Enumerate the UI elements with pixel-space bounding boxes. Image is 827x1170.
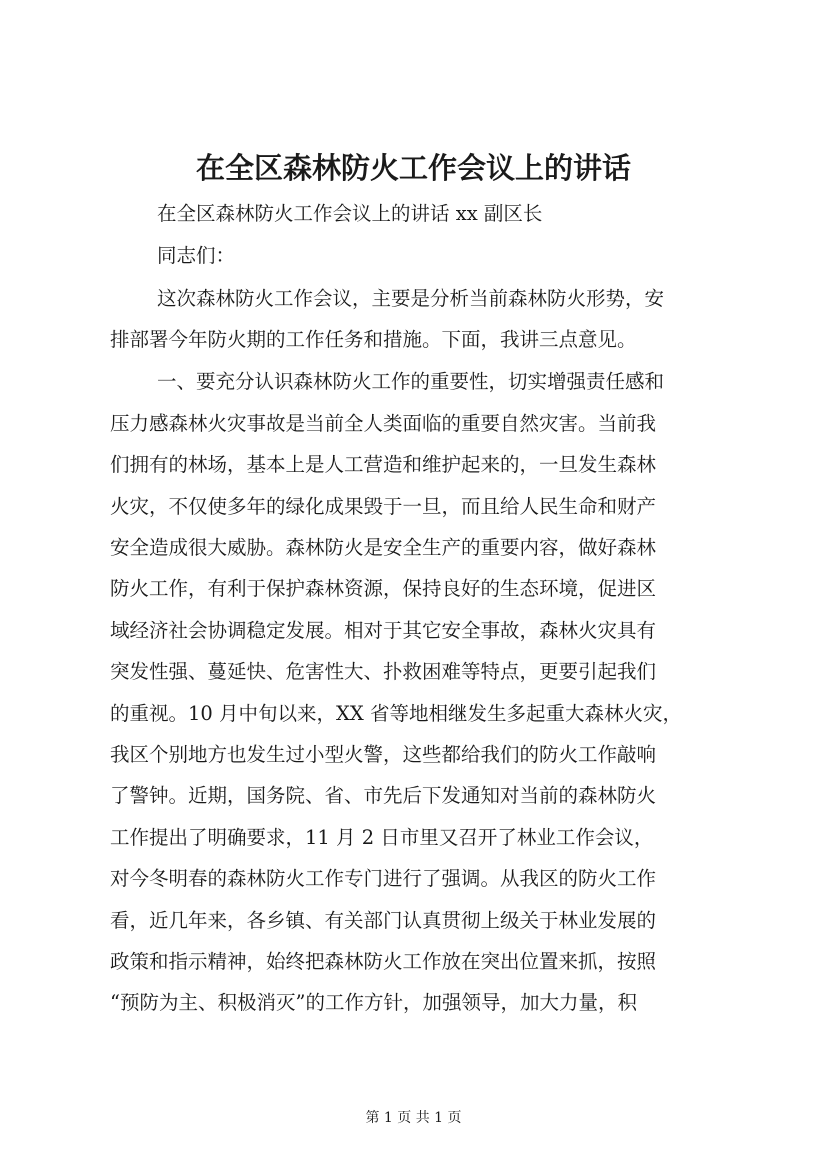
paragraph-line: 这次森林防火工作会议，主要是分析当前森林防火形势，安: [157, 287, 665, 310]
document-title: 在全区森林防火工作会议上的讲话: [195, 151, 631, 185]
paragraph-line: 政策和指示精神，始终把森林防火工作放在突出位置来抓，按照: [110, 950, 657, 973]
paragraph-line: 一、要充分认识森林防火工作的重要性，切实增强责任感和: [157, 370, 665, 393]
paragraph-line: 工作提出了明确要求，11 月 2 日市里又召开了林业工作会议，: [110, 826, 654, 849]
paragraph-line: 我区个别地方也发生过小型火警，这些都给我们的防火工作敲响: [110, 743, 657, 766]
paragraph-line: 了警钟。近期，国务院、省、市先后下发通知对当前的森林防火: [110, 784, 657, 807]
paragraph-line: 域经济社会协调稳定发展。相对于其它安全事故，森林火灾具有: [110, 619, 657, 642]
paragraph-line: 看，近几年来，各乡镇、有关部门认真贯彻上级关于林业发展的: [110, 909, 657, 932]
paragraph-line: 压力感森林火灾事故是当前全人类面临的重要自然灾害。当前我: [110, 412, 657, 435]
salutation-line: 同志们：: [157, 244, 236, 267]
paragraph-line: 的重视。10 月中旬以来，XX 省等地相继发生多起重大森林火灾，: [110, 702, 682, 725]
paragraph-line: 火灾，不仅使多年的绿化成果毁于一旦，而且给人民生命和财产: [110, 495, 657, 518]
paragraph-line: 突发性强、蔓延快、危害性大、扑救困难等特点，更要引起我们: [110, 660, 657, 683]
paragraph-line: 安全造成很大威胁。森林防火是安全生产的重要内容，做好森林: [110, 536, 657, 559]
paragraph-line: “预防为主、积极消灭”的工作方针，加强领导，加大力量，积: [110, 991, 637, 1014]
paragraph-line: 排部署今年防火期的工作任务和措施。下面，我讲三点意见。: [110, 328, 637, 351]
paragraph-line: 们拥有的林场，基本上是人工营造和维护起来的，一旦发生森林: [110, 453, 657, 476]
subtitle-line: 在全区森林防火工作会议上的讲话 xx 副区长: [157, 202, 543, 225]
paragraph-line: 防火工作，有利于保护森林资源，保持良好的生态环境，促进区: [110, 577, 657, 600]
paragraph-line: 对今冬明春的森林防火工作专门进行了强调。从我区的防火工作: [110, 867, 657, 890]
page-number-footer: 第 1 页 共 1 页: [365, 1110, 462, 1126]
